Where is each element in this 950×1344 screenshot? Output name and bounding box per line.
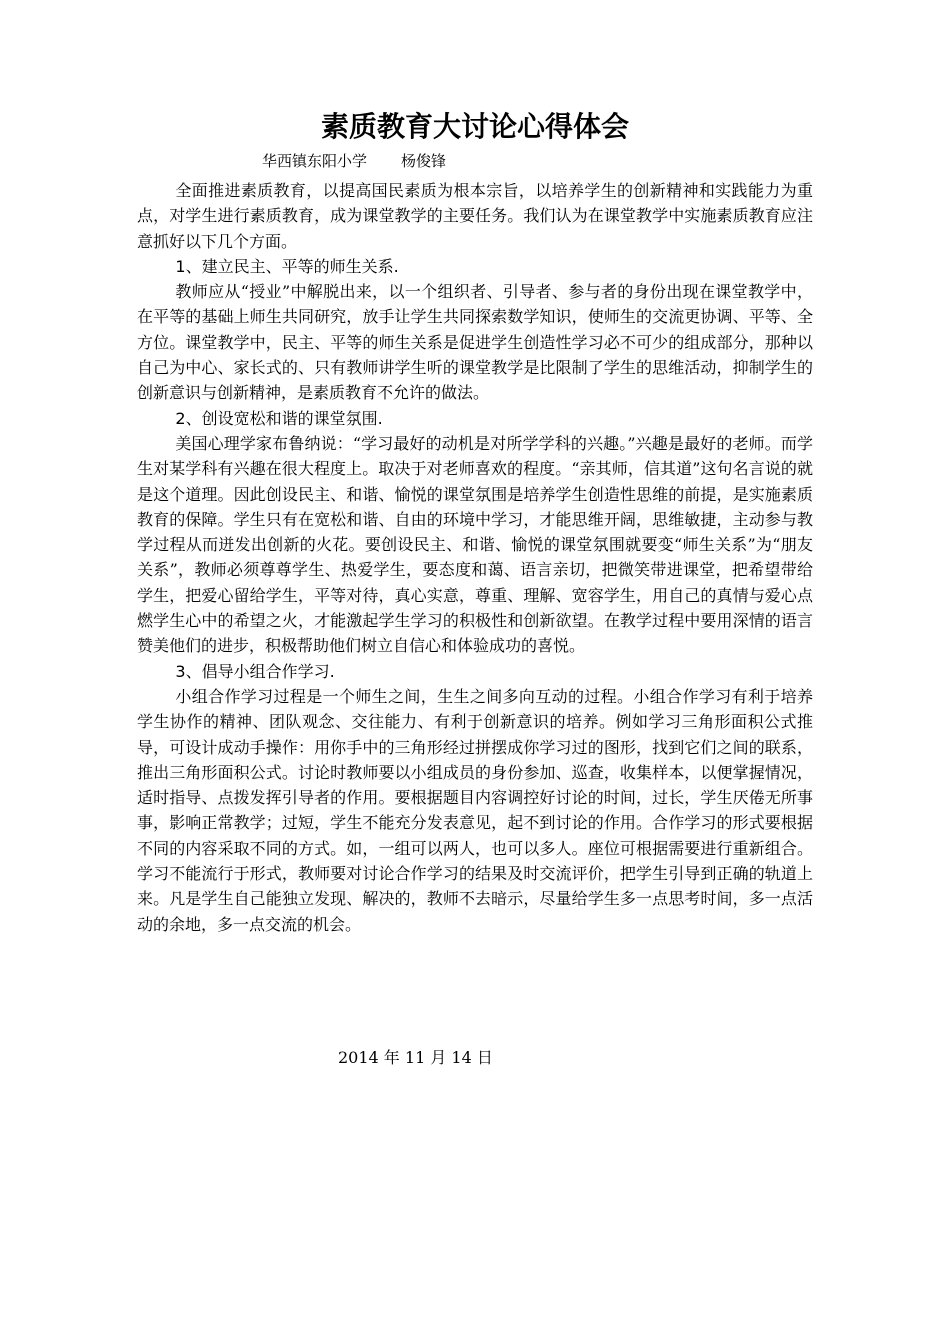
intro-paragraph: 全面推进素质教育，以提高国民素质为根本宗旨，以培养学生的创新精神和实践能力为重点，对学生进行素质教育，成为课堂教学的主要任务。我们认为在课堂教学中实施素质教育应注意抓好以下几个方面。 — [137, 181, 813, 251]
section-paragraph-1: 教师应从“授业”中解脱出来，以一个组织者、引导者、参与者的身份出现在课堂教学中，在平等的基础上师生共同研究，放手让学生共同探索数学知识，使师生的交流更协调、平等、全方位。课堂教学中，民主、平等的师生关系是促进学生创造性学习必不可少的组成部分，那种以自己为中心、家长式的、只有教师讲学生听的课堂教学是比限制了学生的思维活动，抑制学生的创新意识与创新精神，是素质教育不允许的做法。 — [137, 282, 813, 403]
author-name: 杨俊锋 — [401, 152, 447, 170]
document-body — [137, 178, 813, 937]
section-heading-3: 3、倡导小组合作学习. — [175, 661, 335, 681]
school-name: 华西镇东阳小学 — [262, 152, 368, 170]
section-paragraph-2: 美国心理学家布鲁纳说：“学习最好的动机是对所学学科的兴趣。”兴趣是最好的老师。而学生对某学科有兴趣在很大程度上。取决于对老师喜欢的程度。“亲其师，信其道”这句名言说的就是这个道理。因此创设民主、和谐、愉悦的课堂氛围是培养学生创造性思维的前提，是实施素质教育的保障。学生只有在宽松和谐、自由的环境中学习，才能思维开阔，思维敏捷，主动参与教学过程从而迸发出创新的火花。要创设民主、和谐、愉悦的课堂氛围就要变“师生关系”为“朋友关系”，教师必须尊尊学生、热爱学生，要态度和蔼、语言亲切，把微笑带进课堂，把希望带给学生，把爱心留给学生，平等对待，真心实意，尊重、理解、宽容学生，用自己的真情与爱心点燃学生心中的希望之火，才能激起学生学习的积极性和创新欲望。在教学过程中要用深情的语言赞美他们的进步，积极帮助他们树立自信心和体验成功的喜悦。 — [137, 433, 813, 656]
document-title: 素质教育大讨论心得体会 — [320, 110, 629, 143]
section-heading-1: 1、建立民主、平等的师生关系. — [175, 256, 399, 276]
document-date: 2014 年 11 月 14 日 — [338, 1048, 493, 1067]
section-paragraph-3: 小组合作学习过程是一个师生之间，生生之间多向互动的过程。小组合作学习有利于培养学生协作的精神、团队观念、交往能力、有利于创新意识的培养。例如学习三角形面积公式推导，可设计成动手操作：用你手中的三角形经过拼摆成你学习过的图形，找到它们之间的联系，推出三角形面积公式。讨论时教师要以小组成员的身份参加、巡查，收集样本，以便掌握情况，适时指导、点拨发挥引导者的作用。要根据题目内容调控好讨论的时间，过长，学生厌倦无所事事，影响正常教学；过短，学生不能充分发表意见，起不到讨论的作用。合作学习的形式要根据不同的内容采取不同的方式。如，一组可以两人，也可以多人。座位可根据需要进行重新组合。学习不能流行于形式，教师要对讨论合作学习的结果及时交流评价，把学生引导到正确的轨道上来。凡是学生自己能独立发现、解决的，教师不去暗示，尽量给学生多一点思考时间，多一点活动的余地，多一点交流的机会。 — [137, 686, 813, 934]
section-heading-2: 2、创设宽松和谐的课堂氛围. — [175, 408, 383, 428]
byline — [262, 150, 446, 172]
